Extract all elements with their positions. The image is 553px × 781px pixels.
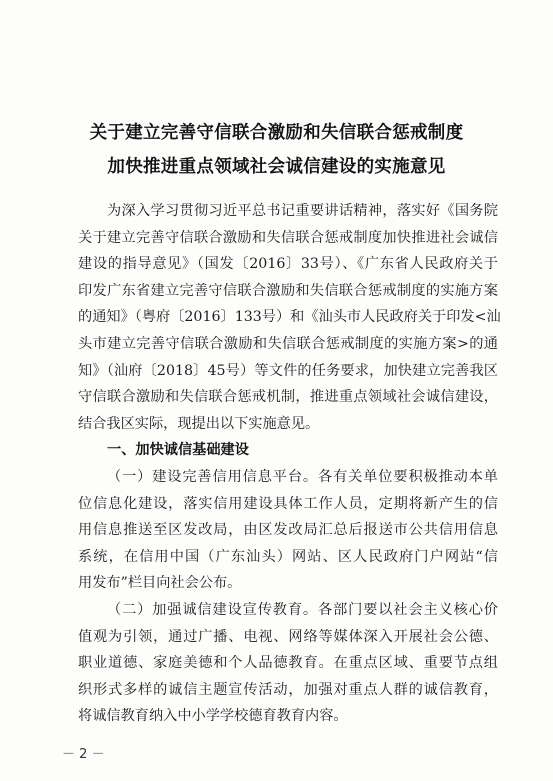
paragraph-one-line: 用发布”栏目向社会公布。: [78, 575, 242, 592]
paragraph-two-line: 职业道德、家庭美德和个人品德教育。在重点区域、重要节点组: [78, 655, 498, 672]
paragraph-two-line: 织形式多样的诚信主题宣传活动，加强对重点人群的诚信教育，: [78, 681, 498, 698]
document-body: [78, 198, 501, 730]
paragraph-two-line: （二）加强诚信建设宣传教育。各部门要以社会主义核心价: [107, 601, 498, 618]
paragraph-intro-line: 结合我区实际，现提出以下实施意见。: [78, 415, 320, 432]
paragraph-two-line: 将诚信教育纳入中小学学校德育教育内容。: [78, 708, 348, 725]
paragraph-intro-line: 为深入学习贯彻习近平总书记重要讲话精神，落实好《国务院: [107, 203, 498, 219]
title-line-1: 关于建立完善守信联合激励和失信联合惩戒制度: [89, 123, 464, 143]
paragraph-intro-line: 建设的指导意见》（国发〔2016〕33号）、《广东省人民政府关于: [78, 256, 498, 273]
paragraph-one-line: 系统，在信用中国（广东汕头）网站、区人民政府门户网站“信: [78, 548, 498, 565]
paragraph-one-line: 用信息推送至区发改局，由区发改局汇总后报送市公共信用信息: [78, 522, 498, 539]
paragraph-one-line: 位信息化建设，落实信用建设具体工作人员，定期将新产生的信: [78, 495, 498, 512]
paragraph-intro-line: 的通知》（粤府〔2016〕133号）和《汕头市人民政府关于印发<汕: [78, 309, 501, 326]
paragraph-intro-line: 关于建立完善守信联合激励和失信联合惩戒制度加快推进社会诚信: [78, 229, 498, 246]
paragraph-intro-line: 印发广东省建立完善守信联合激励和失信联合惩戒制度的实施方案: [78, 282, 498, 299]
title-line-2: 加快推进重点领域社会诚信建设的实施意见: [107, 157, 446, 177]
paragraph-intro-line: 知》（汕府〔2018〕45号）等文件的任务要求，加快建立完善我区: [78, 362, 498, 379]
paragraph-intro-line: 头市建立完善守信联合激励和失信联合惩戒制度的实施方案>的通: [78, 335, 498, 352]
section-heading: 一、加快诚信基础建设: [107, 442, 249, 459]
page-number: － 2 －: [62, 747, 105, 762]
paragraph-intro-line: 守信联合激励和失信联合惩戒机制，推进重点领域社会诚信建设，: [78, 389, 498, 406]
paragraph-two-line: 值观为引领，通过广播、电视、网络等媒体深入开展社会公德、: [78, 628, 498, 645]
document-title: [0, 116, 553, 184]
paragraph-one-line: （一）建设完善信用信息平台。各有关单位要积极推动本单: [107, 468, 498, 485]
